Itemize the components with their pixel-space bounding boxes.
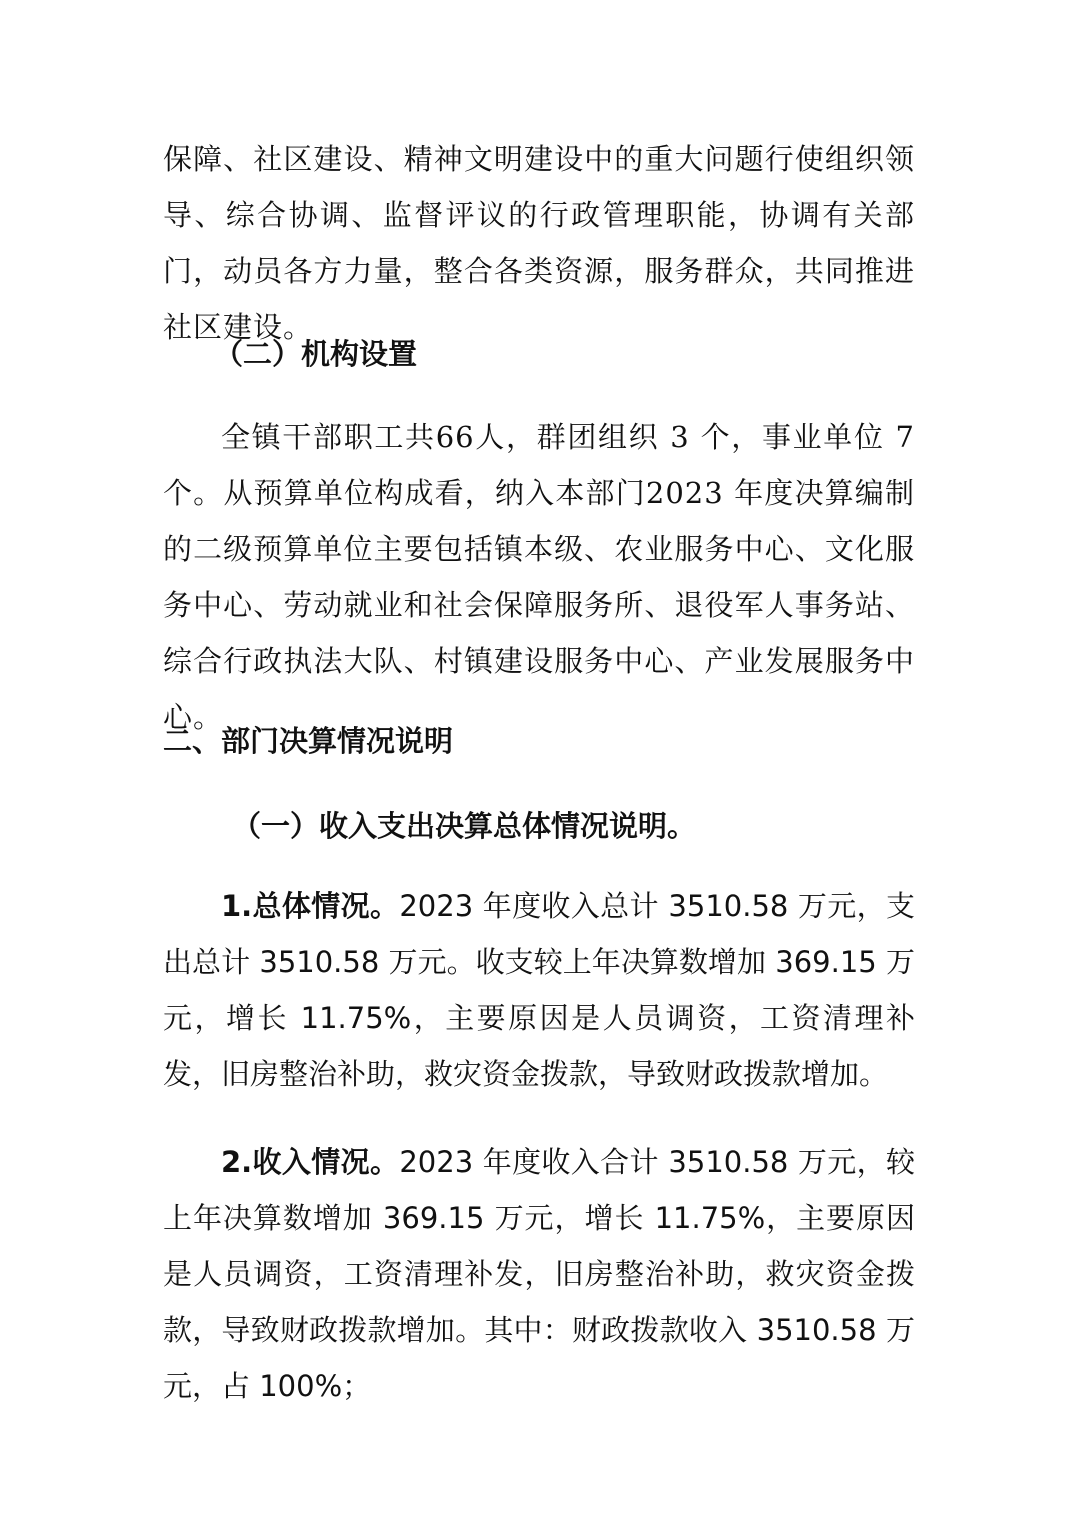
paragraph-income — [163, 1134, 915, 1414]
income-lead: 2.收入情况。 — [221, 1145, 400, 1179]
overall-body: 2023 年度收入总计 3510.58 万元，支出总计 3510.58 万元。收支较上年决算数增加 369.15 万元，增长 11.75%，主要原因是人员调资，工资清理补发，旧房整治补助，救灾资金拨款，导致财政拨款增加。 — [163, 889, 915, 1091]
heading-income-expense: （一）收入支出决算总体情况说明。 — [232, 809, 697, 843]
paragraph-duties: 保障、社区建设、精神文明建设中的重大问题行使组织领导、综合协调、监督评议的行政管理职能，协调有关部门，动员各方力量，整合各类资源，服务群众，共同推进社区建设。 — [163, 142, 915, 344]
heading-section-two: 二、部门决算情况说明 — [163, 724, 454, 758]
heading-organization: （二）机构设置 — [214, 337, 418, 371]
income-body: 2023 年度收入合计 3510.58 万元，较上年决算数增加 369.15 万元，增长 11.75%，主要原因是人员调资，工资清理补发，旧房整治补助，救灾资金拨款，导致财政拨款增加。其中：财政拨款收入 3510.58 万元，占 100%； — [163, 1145, 915, 1403]
paragraph-overall — [163, 878, 915, 1102]
overall-lead: 1.总体情况。 — [221, 889, 400, 923]
paragraph-staffing: 全镇干部职工共66人，群团组织 3 个，事业单位 7 个。从预算单位构成看，纳入本部门2023 年度决算编制的二级预算单位主要包括镇本级、农业服务中心、文化服务中心、劳动就业和社会保障服务所、退役军人事务站、综合行政执法大队、村镇建设服务中心、产业发展服务中心。 — [163, 420, 915, 734]
